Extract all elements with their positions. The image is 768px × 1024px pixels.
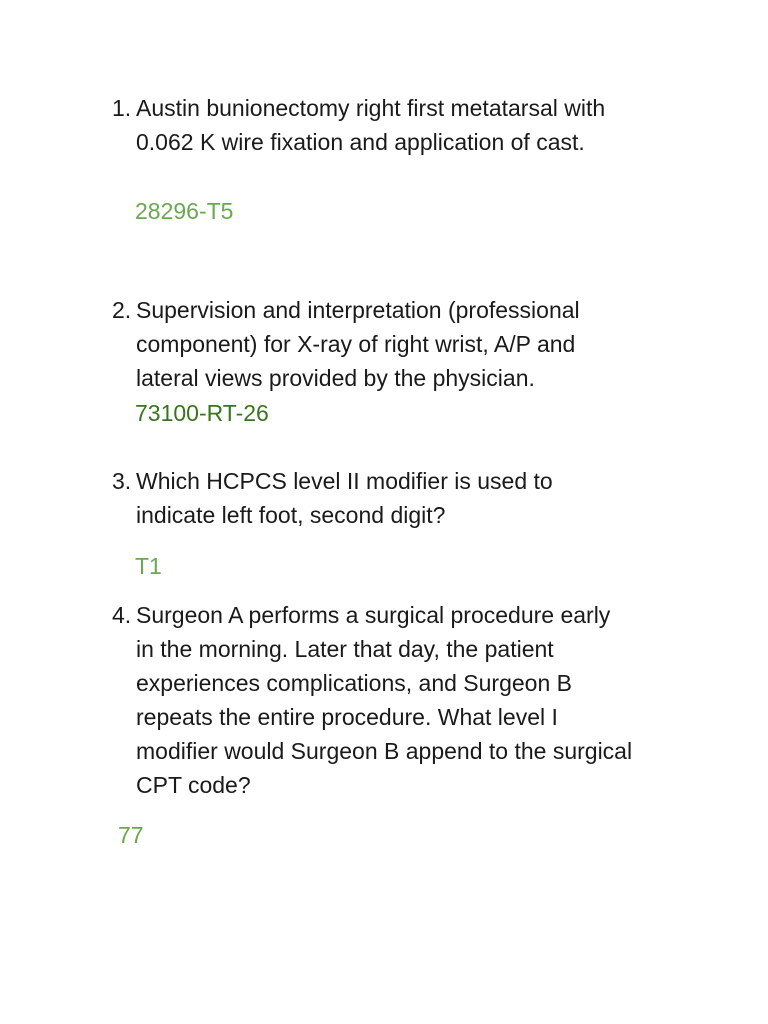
- question-number: 2.: [112, 297, 132, 323]
- question-text: Which HCPCS level II modifier is used to indicate left foot, second digit?: [136, 468, 553, 528]
- answer-3: T1: [135, 553, 162, 579]
- question-number: 4.: [112, 602, 132, 628]
- question-4: [112, 598, 712, 802]
- question-text: Austin bunionectomy right first metatarsal with 0.062 K wire fixation and application of cast.: [136, 95, 606, 155]
- question-3: [112, 464, 712, 532]
- answer-4: 77: [118, 822, 144, 848]
- question-text: Surgeon A performs a surgical procedure early in the morning. Later that day, the patient experiences complications, and Surgeon B repeats the entire procedure. What level I modifier would Surgeon B append to the surgical CPT code?: [136, 602, 633, 798]
- question-number: 1.: [112, 95, 132, 121]
- question-text: Supervision and interpretation (professional component) for X-ray of right wrist, A/P and lateral views provided by the physician.: [136, 297, 580, 391]
- question-1: [112, 91, 712, 159]
- question-2: [112, 293, 712, 395]
- question-number: 3.: [112, 468, 132, 494]
- answer-2: 73100-RT-26: [135, 400, 269, 426]
- answer-1: 28296-T5: [135, 198, 234, 224]
